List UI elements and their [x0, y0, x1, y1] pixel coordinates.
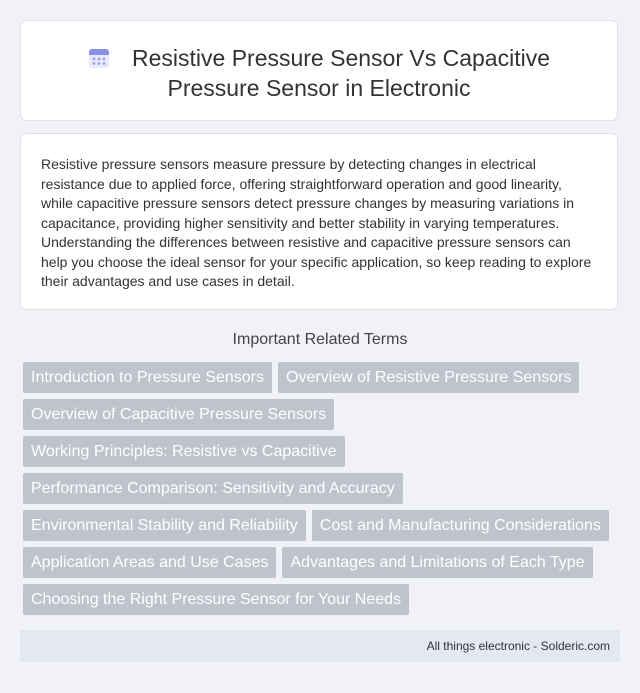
related-term-tag[interactable]: Working Principles: Resistive vs Capacitive — [23, 436, 345, 467]
related-term-tag[interactable]: Advantages and Limitations of Each Type — [282, 547, 592, 578]
footer — [20, 630, 620, 662]
related-term-tag[interactable]: Overview of Resistive Pressure Sensors — [278, 362, 579, 393]
related-terms-heading: Important Related Terms — [232, 331, 408, 348]
title-line-2: Pressure Sensor in Electronic — [167, 75, 471, 101]
calendar-icon — [88, 46, 110, 68]
summary-text: Resistive pressure sensors measure pressure by detecting changes in electrical resistance due to applied force, offering straightforward operation and good linearity, while capacitive pressure sensors detect pressure changes by measuring variations in capacitance, providing higher sensitivity and better stability in varying temperatures. Understanding the differences between resistive and capacitive pressure sensors can help you choose the ideal sensor for your specific application, so keep reading to explore their advantages and use cases in detail. — [41, 156, 592, 289]
title-card — [20, 20, 618, 121]
related-terms-list — [23, 362, 623, 621]
related-term-tag[interactable]: Environmental Stability and Reliability — [23, 510, 306, 541]
related-term-tag[interactable]: Overview of Capacitive Pressure Sensors — [23, 399, 334, 430]
related-term-tag[interactable]: Application Areas and Use Cases — [23, 547, 276, 578]
footer-text: All things electronic - Solderic.com — [426, 639, 610, 653]
title-line-1: Resistive Pressure Sensor Vs Capacitive — [132, 45, 550, 71]
related-term-tag[interactable]: Cost and Manufacturing Considerations — [312, 510, 609, 541]
summary-card — [20, 133, 618, 310]
related-term-tag[interactable]: Choosing the Right Pressure Sensor for Your Needs — [23, 584, 409, 615]
related-term-tag[interactable]: Introduction to Pressure Sensors — [23, 362, 272, 393]
related-term-tag[interactable]: Performance Comparison: Sensitivity and Accuracy — [23, 473, 403, 504]
page-title — [21, 43, 617, 103]
